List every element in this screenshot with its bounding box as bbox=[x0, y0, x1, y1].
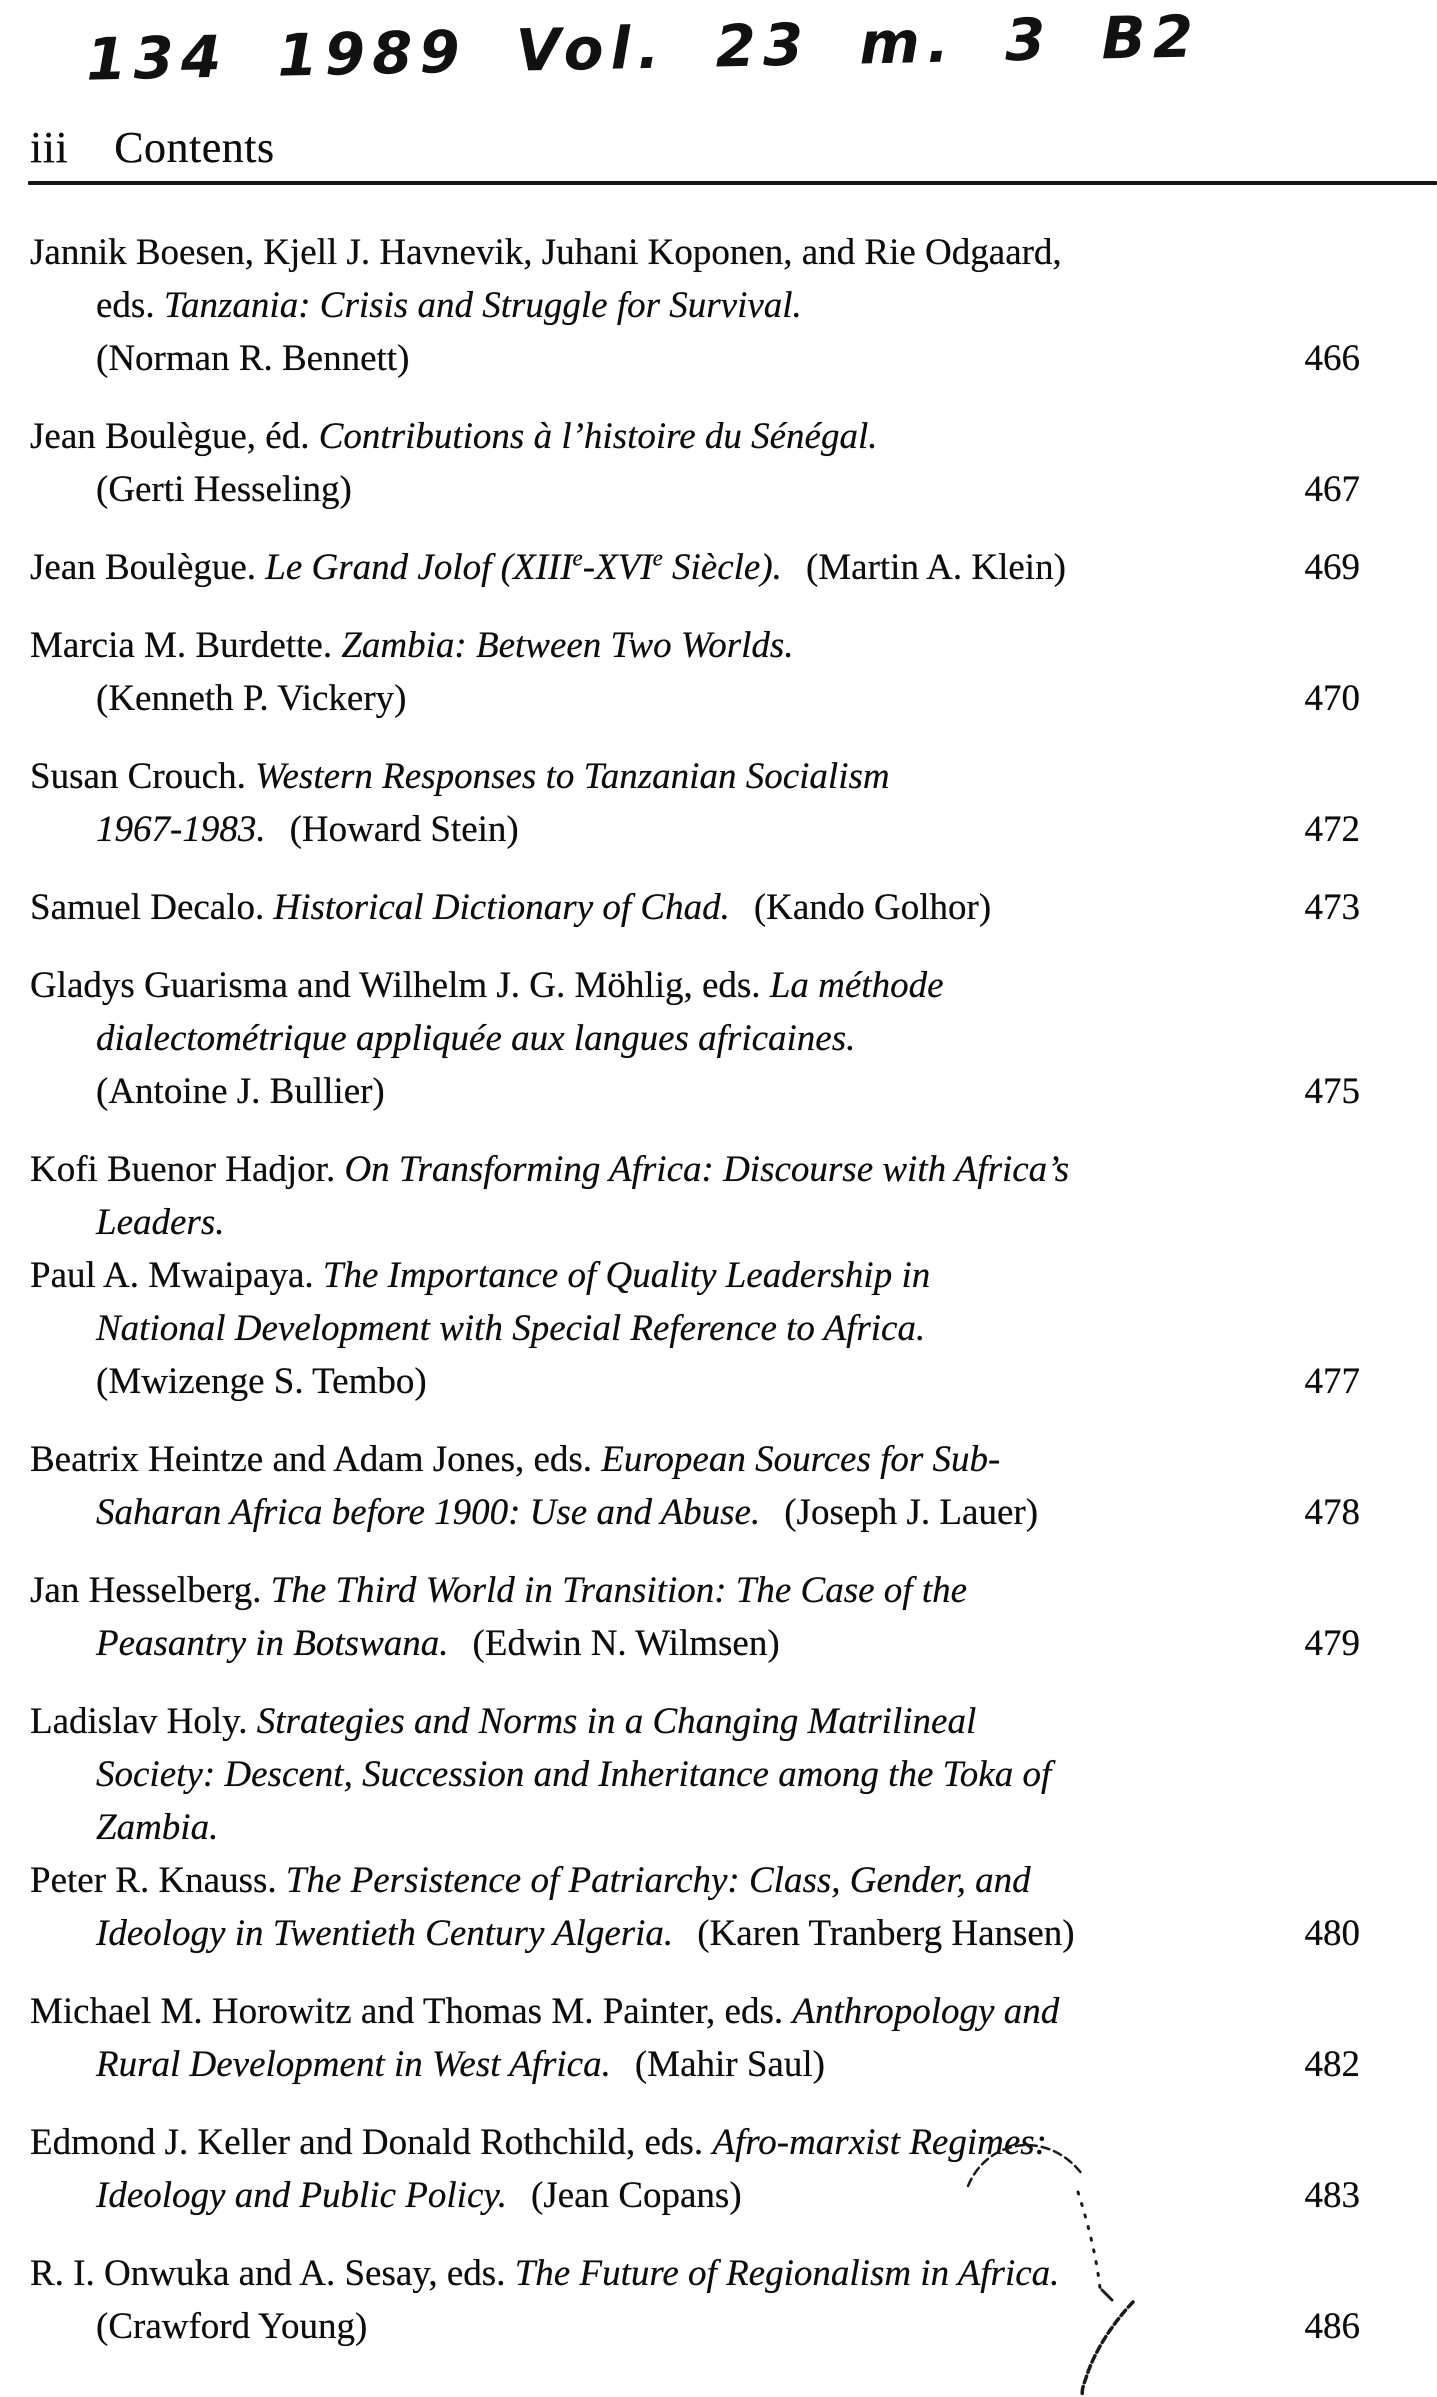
entry-line bbox=[30, 2116, 1360, 2169]
header-rule bbox=[28, 181, 1437, 185]
page-number: 469 bbox=[1304, 547, 1360, 588]
handwritten-note: 134 1989 Vol. 23 m. 3 B2 bbox=[85, 2, 1201, 94]
book-title-segment: The Importance of Quality Leadership in bbox=[322, 1255, 931, 1296]
toc-entry bbox=[30, 959, 1360, 1118]
entry-line bbox=[30, 410, 1360, 463]
entry-text-segment: (Norman R. Bennett) bbox=[96, 338, 410, 379]
entry-line bbox=[30, 803, 1360, 856]
toc-entry bbox=[30, 881, 1360, 934]
toc-entry bbox=[30, 1433, 1360, 1539]
book-title-segment: Historical Dictionary of Chad. bbox=[273, 887, 730, 928]
page-number: 479 bbox=[1304, 1623, 1360, 1664]
entry-line bbox=[30, 1486, 1360, 1539]
toc-entry bbox=[30, 1854, 1360, 1960]
page-number: 473 bbox=[1304, 887, 1360, 928]
entry-text-segment: (Crawford Young) bbox=[96, 2306, 368, 2347]
toc-entry bbox=[30, 1985, 1360, 2091]
entry-text-segment: (Jean Copans) bbox=[531, 2175, 742, 2216]
book-title-segment: The Third World in Transition: The Case of the bbox=[270, 1570, 968, 1611]
entry-text-segment: (Antoine J. Bullier) bbox=[96, 1071, 385, 1112]
book-title-segment: Saharan Africa before 1900: Use and Abuse. bbox=[96, 1492, 761, 1533]
book-title-segment: Leaders. bbox=[96, 1202, 225, 1243]
book-title-segment: European Sources for Sub- bbox=[601, 1439, 1001, 1480]
entry-line bbox=[30, 1196, 1360, 1249]
page-number: 466 bbox=[1304, 338, 1360, 379]
entry-text-segment: Paul A. Mwaipaya. bbox=[30, 1255, 323, 1296]
entry-text-segment: Jan Hesselberg. bbox=[30, 1570, 271, 1611]
page-number: 478 bbox=[1304, 1492, 1360, 1533]
toc-entry bbox=[30, 2116, 1360, 2222]
book-title-segment: e bbox=[572, 545, 583, 571]
page-number: 482 bbox=[1304, 2044, 1360, 2085]
toc-list bbox=[30, 226, 1360, 2378]
entry-text-segment: Gladys Guarisma and Wilhelm J. G. Möhlig, eds. bbox=[30, 965, 770, 1006]
book-title-segment: -XVI bbox=[582, 547, 653, 588]
book-title-segment: Strategies and Norms in a Changing Matrilineal bbox=[256, 1701, 977, 1742]
entry-text-segment: Samuel Decalo. bbox=[30, 887, 274, 928]
entry-text-segment: (Martin A. Klein) bbox=[805, 547, 1066, 588]
entry-text-segment: Jannik Boesen, Kjell J. Havnevik, Juhani Koponen, and Rie Odgaard, bbox=[30, 232, 1062, 273]
page-number: 472 bbox=[1304, 809, 1360, 850]
book-title-segment: Le Grand Jolof (XIII bbox=[265, 547, 573, 588]
book-title-segment: Ideology and Public Policy. bbox=[96, 2175, 507, 2216]
entry-text-segment: Kofi Buenor Hadjor. bbox=[30, 1149, 345, 1190]
folio-number: iii bbox=[30, 123, 69, 172]
entry-line bbox=[30, 1249, 1360, 1302]
entry-line bbox=[30, 1065, 1360, 1118]
page-number: 483 bbox=[1304, 2175, 1360, 2216]
entry-line bbox=[30, 1854, 1360, 1907]
page-number: 486 bbox=[1304, 2306, 1360, 2347]
toc-entry bbox=[30, 1143, 1360, 1249]
book-title-segment: Peasantry in Botswana. bbox=[96, 1623, 449, 1664]
entry-text-segment: (Mwizenge S. Tembo) bbox=[96, 1361, 427, 1402]
page-header bbox=[30, 122, 275, 173]
book-title-segment: 1967-1983. bbox=[96, 809, 266, 850]
entry-text-segment: Ladislav Holy. bbox=[30, 1701, 257, 1742]
entry-line bbox=[30, 1143, 1360, 1196]
entry-text-segment: Michael M. Horowitz and Thomas M. Painter, eds. bbox=[30, 1991, 793, 2032]
entry-line bbox=[30, 1355, 1360, 1408]
page-number: 470 bbox=[1304, 678, 1360, 719]
book-title-segment: e bbox=[652, 545, 663, 571]
entry-line bbox=[30, 1695, 1360, 1748]
entry-text-segment: (Gerti Hesseling) bbox=[96, 469, 352, 510]
toc-entry bbox=[30, 750, 1360, 856]
book-title-segment: Afro-marxist Regimes: bbox=[712, 2122, 1047, 2163]
entry-line bbox=[30, 881, 1360, 934]
entry-text-segment: Jean Boulègue. bbox=[30, 547, 266, 588]
entry-text-segment: Susan Crouch. bbox=[30, 756, 256, 797]
book-title-segment: Western Responses to Tanzanian Socialism bbox=[255, 756, 890, 797]
entry-text-segment: (Mahir Saul) bbox=[634, 2044, 825, 2085]
entry-line bbox=[30, 2247, 1360, 2300]
entry-text-segment: Beatrix Heintze and Adam Jones, eds. bbox=[30, 1439, 602, 1480]
entry-line bbox=[30, 1985, 1360, 2038]
entry-line bbox=[30, 463, 1360, 516]
entry-line bbox=[30, 226, 1360, 279]
toc-entry bbox=[30, 410, 1360, 516]
book-title-segment: Ideology in Twentieth Century Algeria. bbox=[96, 1913, 674, 1954]
entry-line bbox=[30, 1433, 1360, 1486]
entry-text-segment: eds. bbox=[96, 285, 164, 326]
entry-line bbox=[30, 959, 1360, 1012]
entry-text-segment: (Kando Golhor) bbox=[753, 887, 992, 928]
book-title-segment: Siècle). bbox=[662, 547, 782, 588]
book-title-segment: National Development with Special Reference to Africa. bbox=[96, 1308, 926, 1349]
pen-scribble bbox=[850, 2128, 1150, 2397]
entry-text-segment: (Joseph J. Lauer) bbox=[784, 1492, 1039, 1533]
toc-entry bbox=[30, 1695, 1360, 1854]
entry-text-segment: (Karen Tranberg Hansen) bbox=[697, 1913, 1075, 1954]
page-number: 477 bbox=[1304, 1361, 1360, 1402]
entry-line bbox=[30, 2300, 1360, 2353]
entry-line bbox=[30, 332, 1360, 385]
entry-line bbox=[30, 1617, 1360, 1670]
entry-text-segment: Peter R. Knauss. bbox=[30, 1860, 286, 1901]
entry-text-segment: Edmond J. Keller and Donald Rothchild, eds. bbox=[30, 2122, 713, 2163]
entry-line bbox=[30, 1801, 1360, 1854]
entry-line bbox=[30, 2169, 1360, 2222]
page-number: 467 bbox=[1304, 469, 1360, 510]
toc-entry bbox=[30, 619, 1360, 725]
book-title-segment: Contributions à l’histoire du Sénégal. bbox=[318, 416, 878, 457]
book-title-segment: La méthode bbox=[769, 965, 944, 1006]
toc-entry bbox=[30, 541, 1360, 594]
book-title-segment: Rural Development in West Africa. bbox=[96, 2044, 611, 2085]
toc-entry bbox=[30, 2247, 1360, 2353]
book-title-segment: Anthropology and bbox=[792, 1991, 1060, 2032]
entry-line bbox=[30, 541, 1360, 594]
entry-text-segment: (Edwin N. Wilmsen) bbox=[472, 1623, 780, 1664]
page-title: Contents bbox=[114, 123, 275, 172]
entry-line bbox=[30, 672, 1360, 725]
entry-line bbox=[30, 1012, 1360, 1065]
entry-line bbox=[30, 1302, 1360, 1355]
page-number: 480 bbox=[1304, 1913, 1360, 1954]
entry-line bbox=[30, 1907, 1360, 1960]
entry-text-segment: (Howard Stein) bbox=[289, 809, 519, 850]
entry-line bbox=[30, 1564, 1360, 1617]
entry-line bbox=[30, 279, 1360, 332]
book-title-segment: On Transforming Africa: Discourse with Africa’s bbox=[344, 1149, 1070, 1190]
book-title-segment: The Persistence of Patriarchy: Class, Gender, and bbox=[285, 1860, 1031, 1901]
book-title-segment: Zambia. bbox=[96, 1807, 219, 1848]
toc-entry bbox=[30, 226, 1360, 385]
entry-text-segment: R. I. Onwuka and A. Sesay, eds. bbox=[30, 2253, 515, 2294]
entry-line bbox=[30, 2038, 1360, 2091]
book-title-segment: dialectométrique appliquée aux langues africaines. bbox=[96, 1018, 856, 1059]
entry-text-segment: (Kenneth P. Vickery) bbox=[96, 678, 407, 719]
entry-line bbox=[30, 750, 1360, 803]
book-title-segment: Zambia: Between Two Worlds. bbox=[341, 625, 794, 666]
entry-line bbox=[30, 1748, 1360, 1801]
page-number: 475 bbox=[1304, 1071, 1360, 1112]
book-title-segment: Society: Descent, Succession and Inheritance among the Toka of bbox=[96, 1754, 1052, 1795]
entry-line bbox=[30, 619, 1360, 672]
book-title-segment: The Future of Regionalism in Africa. bbox=[514, 2253, 1060, 2294]
book-title-segment: Tanzania: Crisis and Struggle for Survival. bbox=[163, 285, 802, 326]
entry-text-segment: Jean Boulègue, éd. bbox=[30, 416, 319, 457]
entry-text-segment: Marcia M. Burdette. bbox=[30, 625, 342, 666]
toc-entry bbox=[30, 1249, 1360, 1408]
toc-entry bbox=[30, 1564, 1360, 1670]
